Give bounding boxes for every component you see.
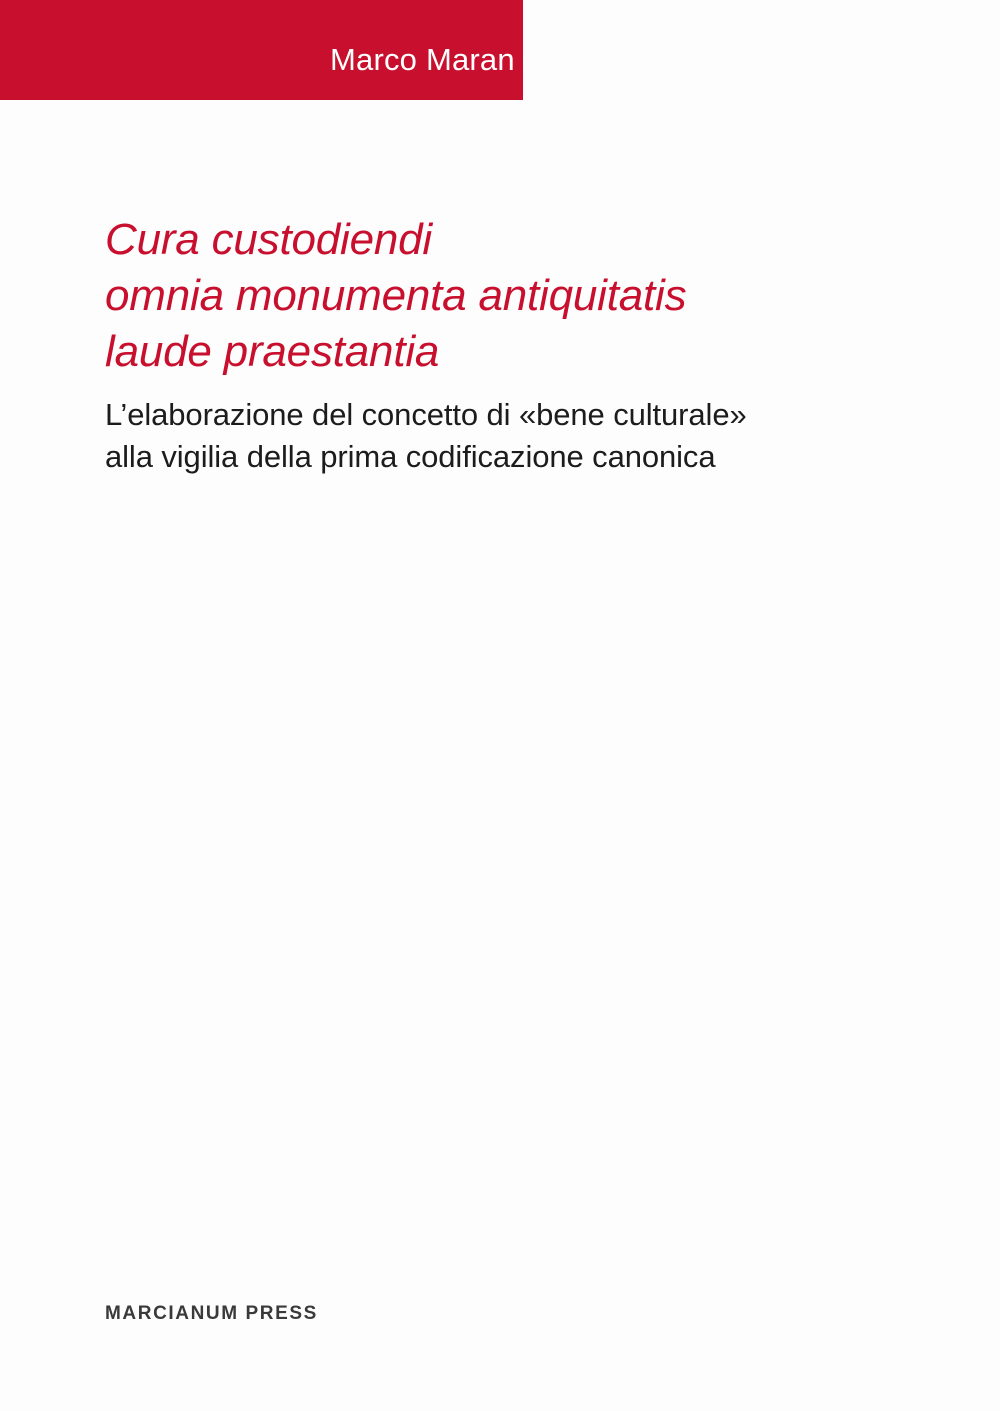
title-line: Cura custodiendi: [105, 215, 432, 264]
title-block: [105, 212, 905, 479]
title-line: omnia monumenta antiquitatis: [105, 270, 687, 320]
subtitle-line: L’elaborazione del concetto di «bene culturale»: [105, 396, 747, 432]
page-subtitle: [105, 394, 905, 479]
publisher-logo: MARCIANUM PRESS: [105, 1303, 318, 1324]
page-title: [105, 212, 905, 380]
author-name: Marco Maran: [330, 42, 515, 77]
author-banner: [0, 0, 523, 100]
title-line: laude praestantia: [105, 326, 440, 376]
subtitle-line: alla vigilia della prima codificazione canonica: [105, 439, 716, 475]
